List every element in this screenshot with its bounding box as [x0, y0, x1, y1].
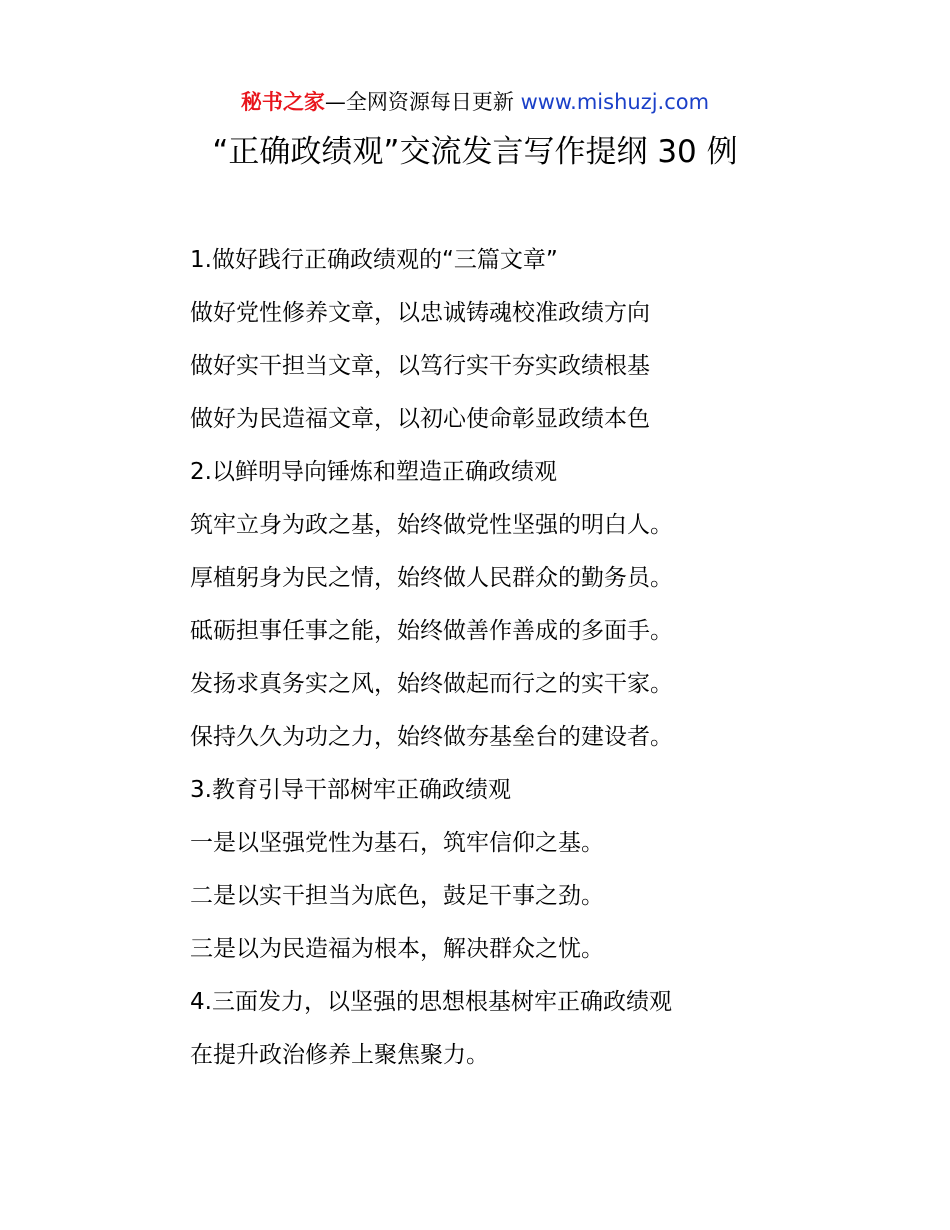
body-line: 筑牢立身为政之基，始终做党性坚强的明白人。	[190, 512, 673, 538]
document-body	[190, 237, 910, 1085]
section-heading-4: 4.三面发力，以坚强的思想根基树牢正确政绩观	[190, 989, 672, 1015]
body-line: 三是以为民造福为根本，解决群众之忧。	[190, 936, 604, 962]
section-heading-3: 3.教育引导干部树牢正确政绩观	[190, 777, 511, 803]
header-tagline: —全网资源每日更新	[324, 90, 514, 114]
body-line: 厚植躬身为民之情，始终做人民群众的勤务员。	[190, 565, 673, 591]
body-line: 一是以坚强党性为基石，筑牢信仰之基。	[190, 830, 604, 856]
body-line: 做好党性修养文章，以忠诚铸魂校准政绩方向	[190, 300, 650, 326]
body-line: 保持久久为功之力，始终做夯基垒台的建设者。	[190, 724, 673, 750]
body-line: 砥砺担事任事之能，始终做善作善成的多面手。	[190, 618, 673, 644]
section-heading-1: 1.做好践行正确政绩观的“三篇文章”	[190, 247, 558, 273]
body-line: 二是以实干担当为底色，鼓足干事之劲。	[190, 883, 604, 909]
site-header	[0, 86, 950, 118]
body-line: 在提升政治修养上聚焦聚力。	[190, 1042, 489, 1068]
section-heading-2: 2.以鲜明导向锤炼和塑造正确政绩观	[190, 459, 557, 485]
document-title: “正确政绩观”交流发言写作提纲 30 例	[212, 134, 738, 170]
body-line: 做好为民造福文章，以初心使命彰显政绩本色	[190, 406, 650, 432]
brand-name: 秘书之家	[240, 90, 325, 114]
site-url-link[interactable]: www.mishuzj.com	[520, 90, 710, 114]
body-line: 做好实干担当文章，以笃行实干夯实政绩根基	[190, 353, 650, 379]
body-line: 发扬求真务实之风，始终做起而行之的实干家。	[190, 671, 673, 697]
